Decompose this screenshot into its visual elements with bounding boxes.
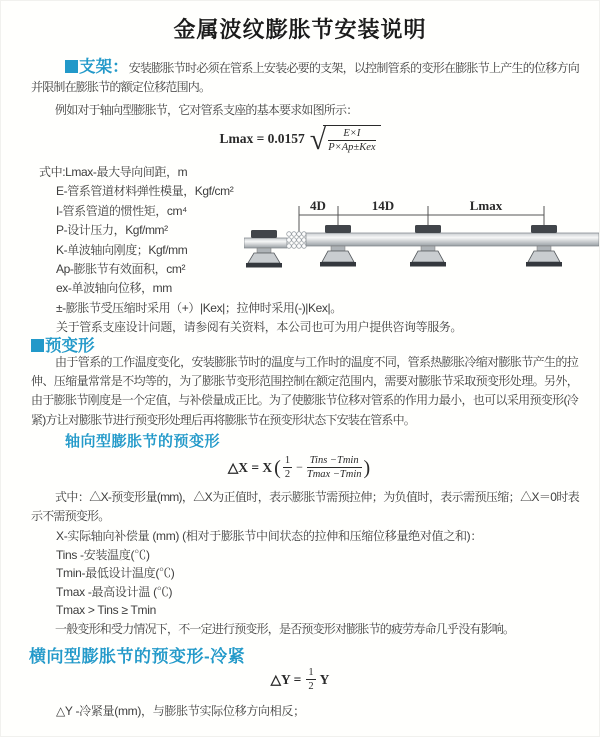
sqrt-denominator: P×Ap±Kex (328, 142, 376, 153)
definition-line: I-管系管道的惯性矩，cm⁴ (56, 203, 187, 218)
definition-line: 式中:Lmax-最大导向间距，m (39, 165, 188, 179)
pipe-diagram (244, 193, 599, 288)
sqrt-sign-icon: √ (309, 122, 327, 156)
predeform-heading: 预变形 (45, 337, 95, 355)
bellows-icon (287, 232, 307, 249)
lateral-numerator: 1 (308, 667, 314, 678)
open-paren: ( (274, 456, 281, 479)
lateral-formula-lhs: △Y = (270, 671, 302, 687)
definition-line: ±-膨胀节受压缩时采用（+）|Kex|；拉伸时采用(-)|Kex|。 (56, 300, 342, 315)
dim-label-lmax: Lmax (469, 198, 503, 213)
support-intro-text: 安装膨胀节时必须在管系上安装必要的支架，以控制管系的变形在膨胀节上产生的位移方向并限制在膨胀节的额定位移范围内。 (31, 61, 579, 95)
lateral-note: △Y -冷紧量(mm)，与膨胀节实际位移方向相反； (56, 704, 305, 718)
pipe-stub (244, 238, 287, 248)
lateral-heading: 横向型膨胀节的预变形-冷紧 (29, 647, 246, 666)
definition-line: K-单波轴向刚度；Kgf/mm (56, 242, 188, 257)
support-intro-paragraph (31, 58, 579, 97)
formula-lhs: Lmax = 0.0157 (219, 131, 305, 146)
support-heading: 支架： (79, 58, 129, 76)
guide-spacing-formula (1, 122, 599, 156)
section-marker-icon (65, 60, 78, 73)
axial-variable-list (56, 527, 482, 620)
lateral-denominator: 2 (308, 681, 314, 692)
lateral-formula (1, 667, 599, 692)
support-example-line: 例如对于轴向型膨胀节，它对管系支座的基本要求如图所示： (55, 103, 358, 117)
axial-line: Tmax > Tins ≥ Tmin (56, 603, 156, 618)
axial-note: 一般变形和受力情况下，不一定进行预变形，是否预变形对膨胀节的疲劳寿命几乎没有影响。 (55, 622, 515, 636)
axial-explain: 式中：△X-预变形量(mm)，△X为正值时，表示膨胀节需预拉伸；为负值时，表示需预压缩；△X＝0时表示不需预变形。 (31, 490, 579, 524)
anchor-support (246, 230, 282, 268)
close-paren: ) (363, 456, 371, 479)
axial-line: Tmin-最低设计温度(℃) (56, 566, 175, 581)
half-numerator: 1 (284, 455, 291, 466)
definition-line: E-管系管道材料弹性模量，Kgf/cm² (56, 184, 234, 199)
pipe-main (306, 233, 599, 246)
sqrt-radical (309, 122, 381, 156)
axial-line: Tins -安装温度(℃) (56, 547, 150, 562)
axial-formula-lhs: △X = X (227, 459, 273, 475)
lateral-formula-rhs: Y (319, 671, 330, 687)
section-marker-icon (31, 339, 44, 352)
axial-line: X-实际轴向补偿量 (mm) (相对于膨胀节中间状态的拉伸和压缩位移量绝对值之和)： (56, 529, 483, 543)
page-title: 金属波纹膨胀节安装说明 (173, 17, 427, 42)
axial-line: Tmax -最高设计温 (℃) (56, 584, 173, 599)
definition-line: P-设计压力，Kgf/mm² (56, 223, 168, 238)
axial-heading: 轴向型膨胀节的预变形 (65, 433, 221, 450)
half-denominator: 2 (284, 469, 291, 480)
minus-sign: − (296, 460, 303, 474)
definition-line: ex-单波轴向位移，mm (56, 281, 172, 296)
temp-numerator: Tins −Tmin (307, 455, 362, 468)
dim-label-14d: 14D (371, 198, 395, 213)
dim-label-4d: 4D (310, 198, 326, 213)
predeform-body: 由于管系的工作温度变化，安装膨胀节时的温度与工作时的温度不同，管系热膨胀冷缩对膨胀节产生的拉伸、压缩量常常是不均等的，为了膨胀节变形范围控制在额定范围内，需要对膨胀节采取预变形处理。另外，由于膨胀节刚度是一个定值，与补偿量成正比。为了使膨胀节位移对管系的作用力最小，也可以采用预变形(冷紧)方让对膨胀节进行预变形处理后再将膨胀节在预变形状态下安装在管系中。 (31, 355, 578, 427)
support-note: 关于管系支座设计问题，请参阅有关资料，本公司也可为用户提供咨询等服务。 (56, 320, 463, 335)
axial-formula (1, 455, 599, 480)
sqrt-numerator: E×I (328, 128, 375, 141)
temp-denominator: Tmax −Tmin (306, 469, 362, 480)
definition-line: Ap-膨胀节有效面积，cm² (56, 262, 186, 277)
